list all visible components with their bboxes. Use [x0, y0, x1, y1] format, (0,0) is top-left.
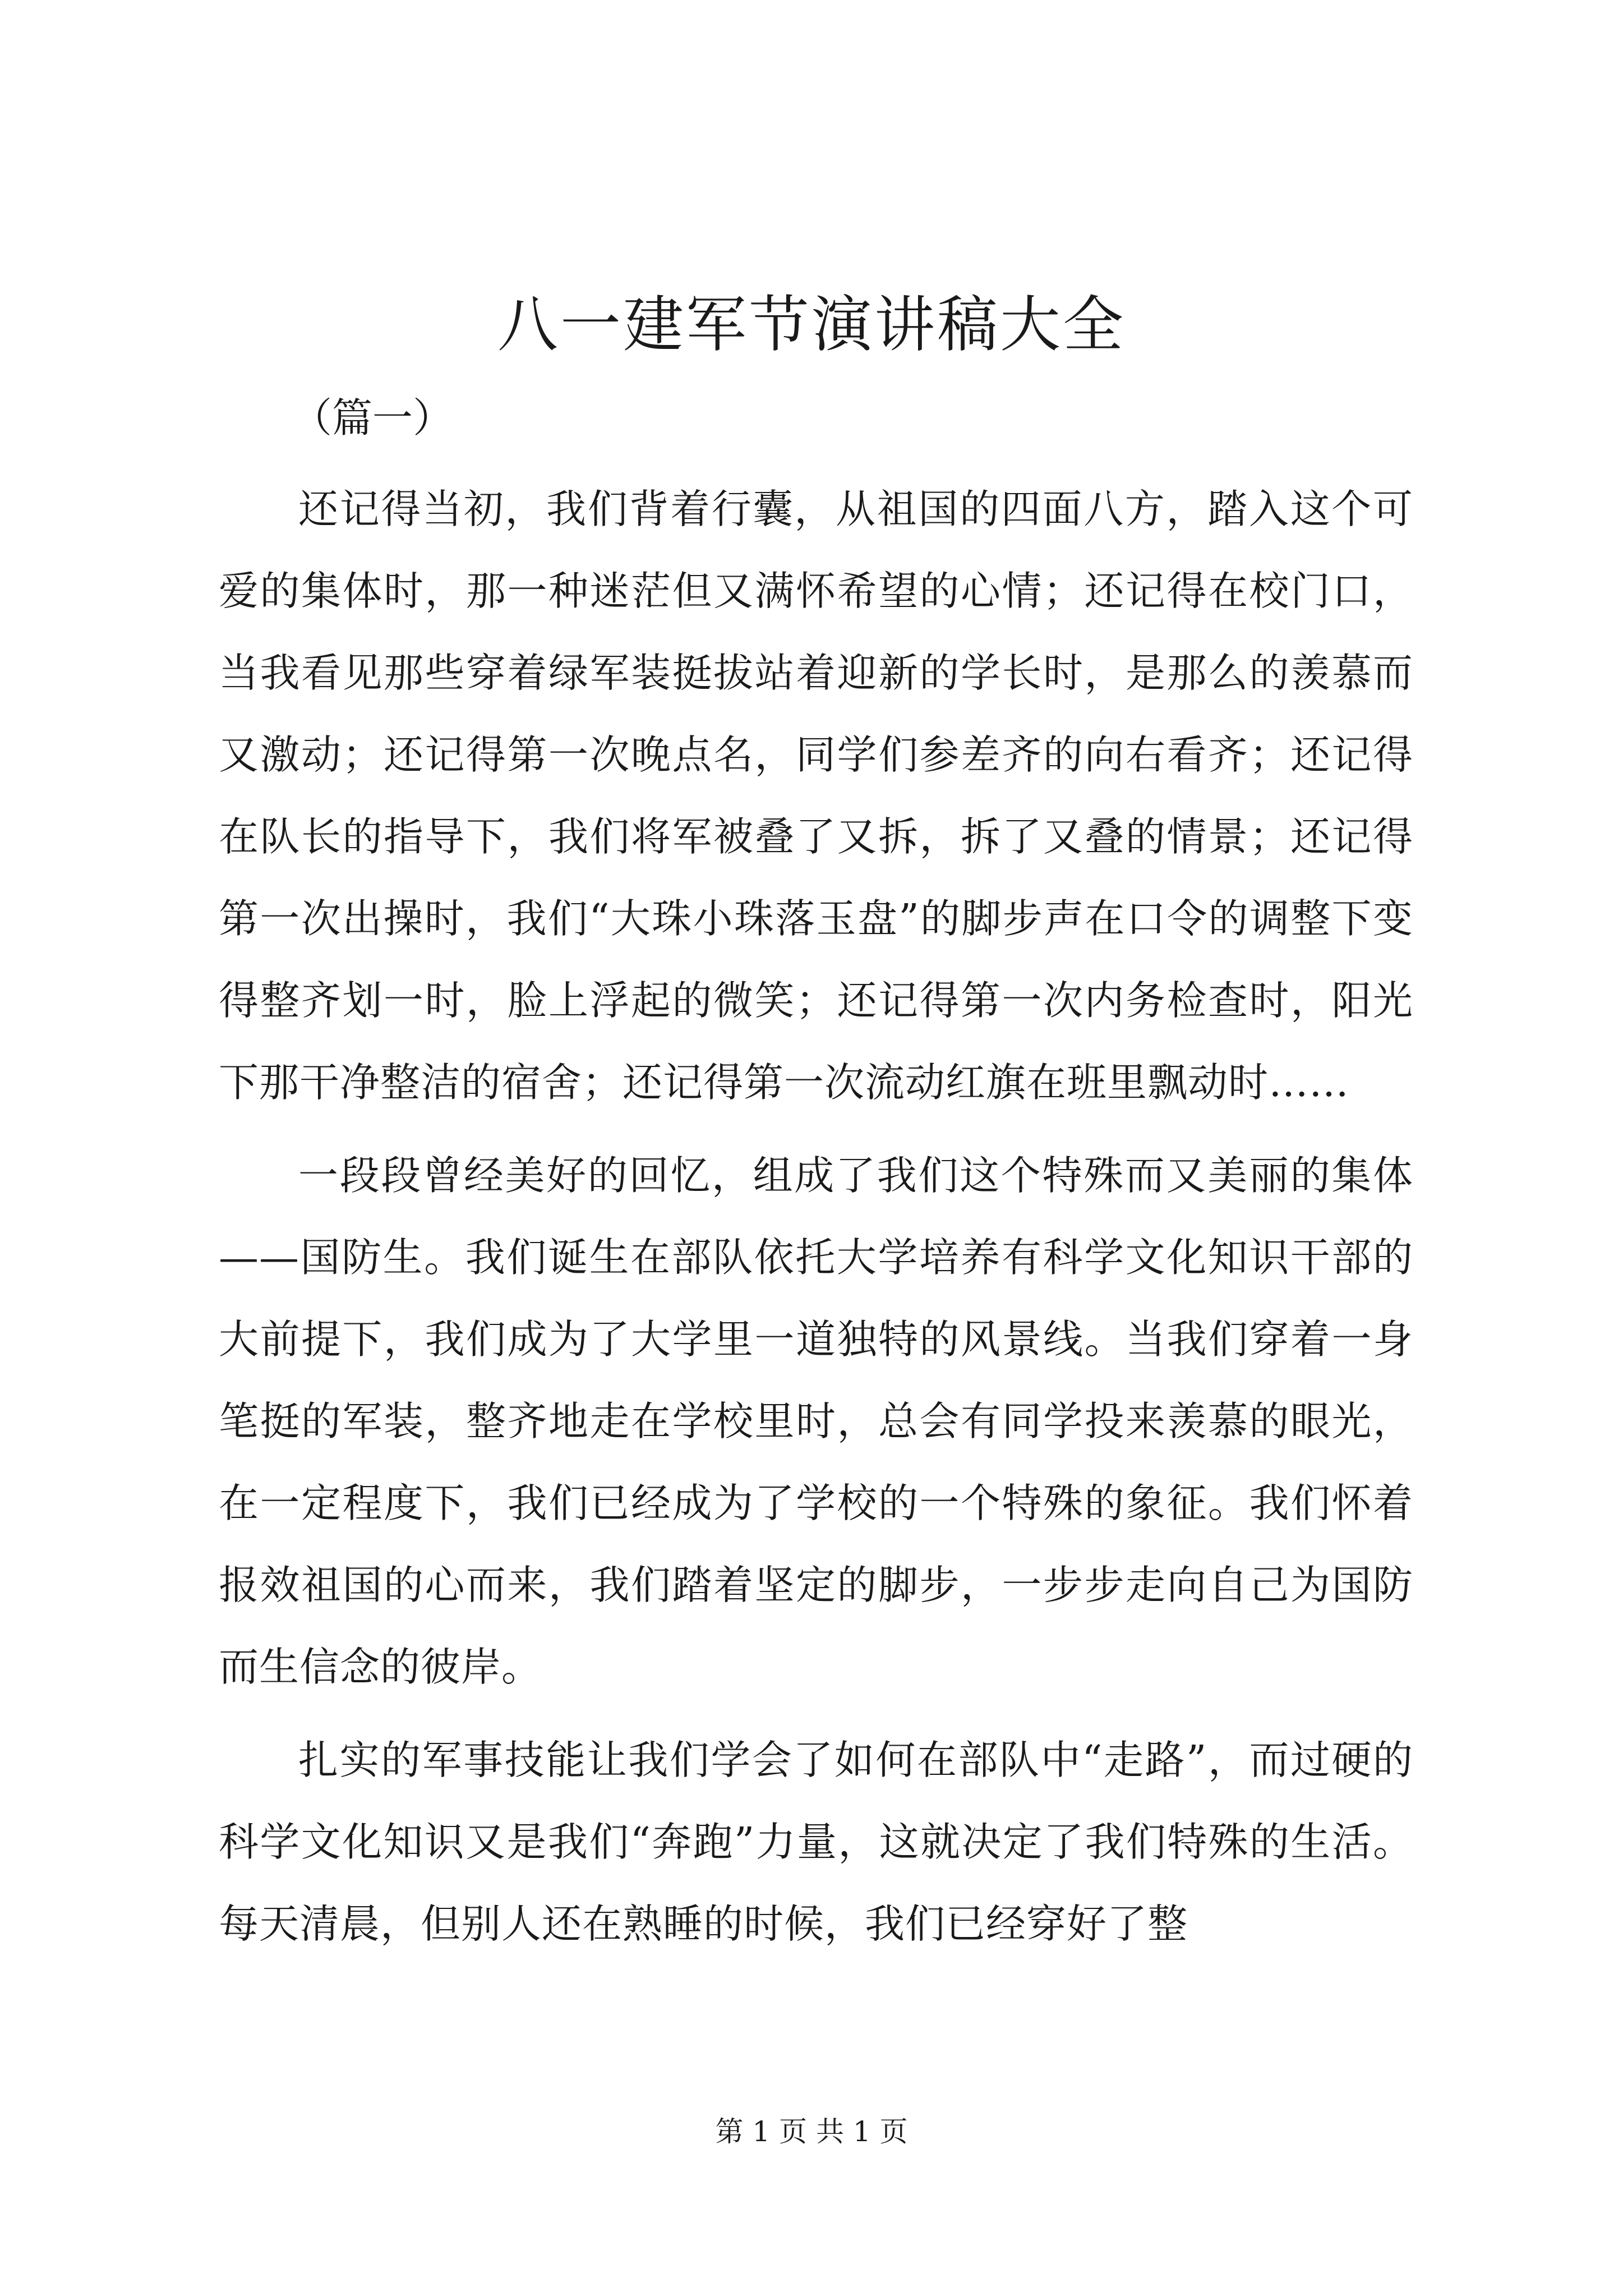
page-footer: 第 1 页 共 1 页 — [715, 2115, 908, 2148]
document-title: 八一建军节演讲稿大全 — [497, 290, 1126, 360]
section-label: （篇一） — [292, 394, 454, 441]
paragraph: 一段段曾经美好的回忆，组成了我们这个特殊而又美丽的集体——国防生。我们诞生在部队依托大学培养有科学文化知识干部的大前提下，我们成为了大学里一道独特的风景线。当我们穿着一身笔挺的军装，整齐地走在学校里时，总会有同学投来羡慕的眼光，在一定程度下，我们已经成为了学校的一个特殊的象征。我们怀着报效祖国的心而来，我们踏着坚定的脚步，一步步走向自己为国防而生信念的彼岸。 — [219, 1152, 1413, 1690]
paragraph: 扎实的军事技能让我们学会了如何在部队中“走路”，而过硬的科学文化知识又是我们“奔跑”力量，这就决定了我们特殊的生活。每天清晨，但别人还在熟睡的时候，我们已经穿好了整 — [219, 1737, 1413, 1947]
document-body — [219, 468, 1413, 1976]
paragraph: 还记得当初，我们背着行囊，从祖国的四面八方，踏入这个可爱的集体时，那一种迷茫但又满怀希望的心情；还记得在校门口，当我看见那些穿着绿军装挺拔站着迎新的学长时，是那么的羡慕而又激动；还记得第一次晚点名，同学们参差齐的向右看齐；还记得在队长的指导下，我们将军被叠了又拆，拆了又叠的情景；还记得第一次出操时，我们“大珠小珠落玉盘”的脚步声在口令的调整下变得整齐划一时，脸上浮起的微笑；还记得第一次内务检查时，阳光下那干净整洁的宿舍；还记得第一次流动红旗在班里飘动时…… — [219, 486, 1413, 1106]
